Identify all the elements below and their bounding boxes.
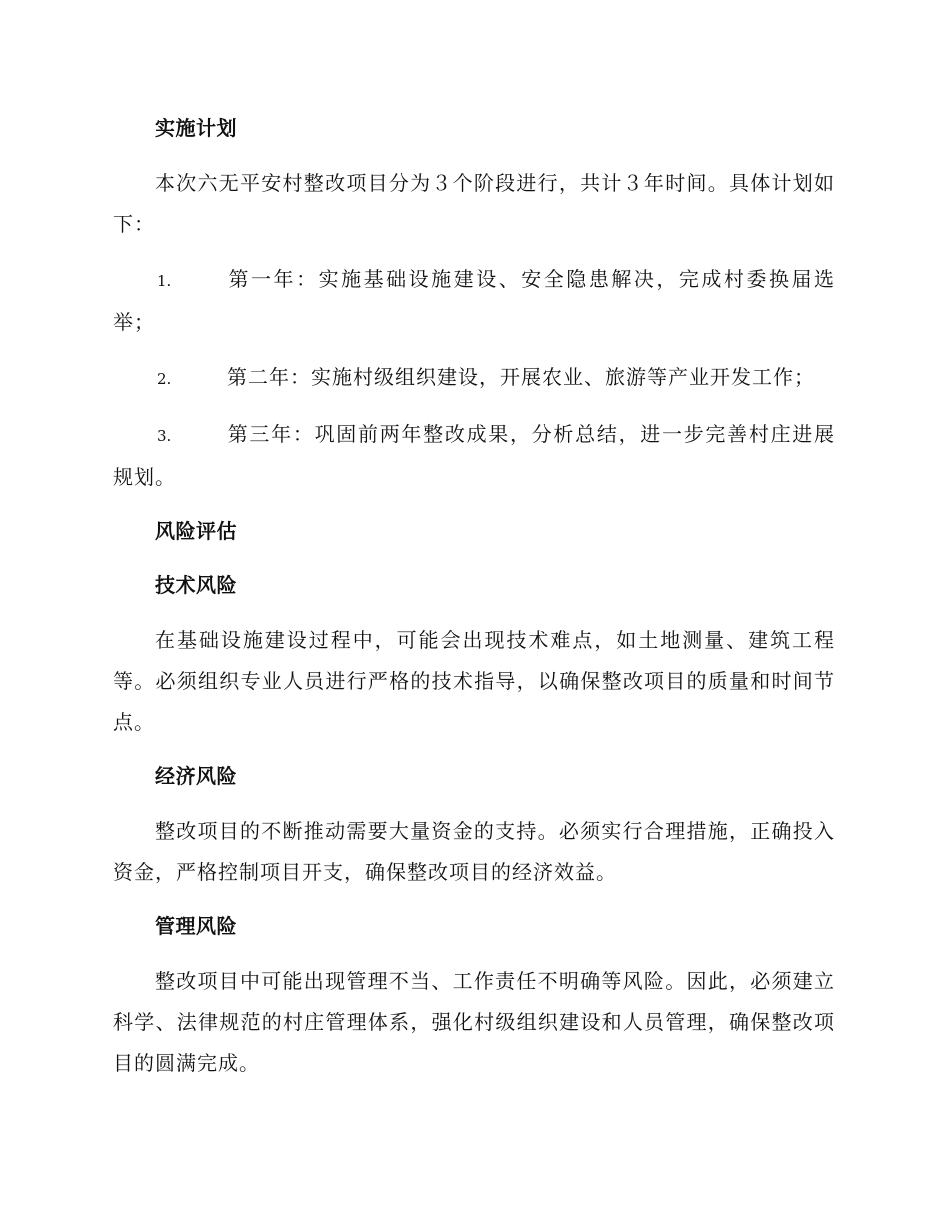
implementation-plan-intro: 本次六无平安村整改项目分为３个阶段进行，共计３年时间。具体计划如下： xyxy=(113,171,835,236)
section-heading-risk-assessment: 风险评估 xyxy=(155,519,237,543)
section-heading-implementation-plan: 实施计划 xyxy=(155,116,237,140)
list-item xyxy=(113,414,835,498)
list-item-text: 第三年：巩固前两年整改成果，分析总结，进一步完善村庄进展规划。 xyxy=(113,422,835,489)
section-heading-economic-risk: 经济风险 xyxy=(155,764,237,788)
list-item-number: 1. xyxy=(157,272,172,290)
list-item-number: 3. xyxy=(157,427,172,445)
list-item-text: 第二年：实施村级组织建设，开展农业、旅游等产业开发工作； xyxy=(227,365,815,389)
list-item xyxy=(113,357,835,400)
technical-risk-body: 在基础设施建设过程中，可能会出现技术难点，如土地测量、建筑工程等。必须组织专业人员进行严格的技术指导，以确保整改项目的质量和时间节点。 xyxy=(113,628,835,734)
section-heading-management-risk: 管理风险 xyxy=(155,914,237,938)
list-item-text: 第一年：实施基础设施建设、安全隐患解决，完成村委换届选举； xyxy=(113,267,835,334)
economic-risk-body: 整改项目的不断推动需要大量资金的支持。必须实行合理措施，正确投入资金，严格控制项目开支，确保整改项目的经济效益。 xyxy=(113,819,835,884)
list-item xyxy=(113,259,835,343)
document-content xyxy=(113,109,835,1098)
list-item-number: 2. xyxy=(157,370,172,388)
management-risk-body: 整改项目中可能出现管理不当、工作责任不明确等风险。因此，必须建立科学、法律规范的村庄管理体系，强化村级组织建设和人员管理，确保整改项目的圆满完成。 xyxy=(113,969,835,1075)
section-heading-technical-risk: 技术风险 xyxy=(155,573,237,597)
